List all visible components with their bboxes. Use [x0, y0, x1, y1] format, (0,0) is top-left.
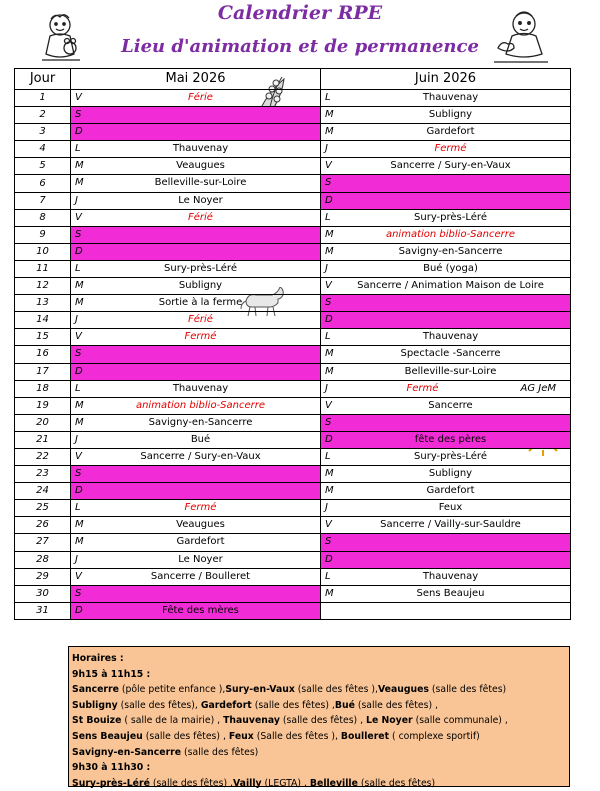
- june-cell: [321, 329, 571, 346]
- may-cell: [71, 260, 321, 277]
- location-venue: (salle des fêtes): [181, 746, 259, 758]
- may-cell: [71, 568, 321, 585]
- event-text: Gardefort: [426, 126, 475, 138]
- weekday-letter: S: [325, 177, 332, 189]
- baby-with-duck-icon: [492, 8, 552, 68]
- weekday-letter: V: [75, 92, 82, 103]
- day-number: 15: [15, 329, 71, 346]
- weekday-letter: L: [325, 570, 331, 582]
- may-cell: [71, 346, 321, 363]
- weekday-letter: S: [75, 228, 82, 240]
- event-text: Sancerre / Animation Maison de Loire: [357, 280, 544, 292]
- event-text: Feux: [438, 502, 463, 514]
- location-venue: (Salle des fêtes ),: [253, 730, 341, 742]
- may-cell: [71, 380, 321, 397]
- june-cell: [321, 448, 571, 465]
- calendar-row: [15, 534, 571, 551]
- day-number: 5: [15, 158, 71, 175]
- june-cell: [321, 158, 571, 175]
- location-venue: ( complexe sportif): [389, 730, 480, 742]
- calendar-row: [15, 107, 571, 124]
- event-text: Fermé: [184, 331, 217, 343]
- calendar-row: [15, 295, 571, 312]
- day-number: 23: [15, 466, 71, 483]
- event-text: Fermé: [184, 502, 217, 514]
- may-cell: [71, 90, 321, 107]
- weekday-letter: M: [325, 365, 334, 377]
- day-number: 3: [15, 124, 71, 141]
- event-text: Sancerre / Boulleret: [150, 570, 251, 582]
- may-cell: [71, 483, 321, 500]
- day-number: 17: [15, 363, 71, 380]
- may-cell: [71, 312, 321, 329]
- calendar-row: [15, 500, 571, 517]
- may-cell: [71, 363, 321, 380]
- calendar-row: [15, 431, 571, 448]
- location-venue: (salle des fêtes) ,: [149, 777, 233, 789]
- weekday-letter: S: [325, 536, 332, 548]
- calendar-row: [15, 226, 571, 243]
- day-number: 10: [15, 243, 71, 260]
- june-cell: [321, 192, 571, 209]
- event-text: Belleville-sur-Loire: [404, 365, 497, 377]
- weekday-letter: M: [75, 177, 84, 189]
- calendar-row: [15, 346, 571, 363]
- calendar-row: [15, 363, 571, 380]
- weekday-letter: L: [325, 211, 331, 223]
- location-name: Savigny-en-Sancerre: [72, 746, 182, 758]
- hours-slot-1: 9h15 à 11h15 :: [72, 668, 151, 680]
- weekday-letter: J: [75, 314, 78, 326]
- event-text: Subligny: [178, 280, 223, 292]
- event-text: Spectacle -Sancerre: [400, 348, 501, 360]
- june-cell: [321, 141, 571, 158]
- calendar-row: [15, 602, 571, 619]
- event-text: Gardefort: [176, 536, 225, 548]
- may-cell: [71, 431, 321, 448]
- day-number: 12: [15, 278, 71, 295]
- weekday-letter: J: [325, 382, 328, 394]
- baby-with-teddy-icon: [40, 10, 82, 66]
- event-text: Le Noyer: [178, 194, 223, 206]
- location-name: Boulleret: [340, 730, 390, 742]
- day-number: 8: [15, 209, 71, 226]
- hours-slot-2-locations: [72, 776, 565, 791]
- june-cell: [321, 431, 571, 448]
- calendar-table: [14, 68, 571, 620]
- location-name: Sury-en-Vaux: [225, 684, 295, 696]
- june-cell: [321, 363, 571, 380]
- location-name: Bué: [334, 699, 355, 711]
- june-cell: [321, 517, 571, 534]
- location-venue: (salle des fêtes) ,: [142, 730, 229, 742]
- location-venue: (salle des fêtes),: [117, 699, 201, 711]
- hours-slot-2: 9h30 à 11h30 :: [72, 762, 151, 774]
- weekday-letter: V: [325, 399, 332, 411]
- weekday-letter: J: [75, 553, 78, 565]
- weekday-letter: D: [75, 485, 83, 497]
- event-text: Subligny: [428, 109, 473, 121]
- weekday-letter: D: [325, 314, 333, 326]
- weekday-letter: M: [325, 485, 334, 497]
- june-cell: [321, 534, 571, 551]
- may-cell: [71, 295, 321, 312]
- event-text: Thauvenay: [172, 143, 229, 155]
- event-text: Thauvenay: [172, 382, 229, 394]
- event-text: Férié: [188, 314, 213, 326]
- weekday-letter: L: [75, 143, 81, 155]
- location-name: Thauvenay: [223, 715, 280, 727]
- page-title: Calendrier RPE: [217, 2, 383, 24]
- page-subtitle: Lieu d'animation et de permanence: [121, 36, 479, 57]
- weekday-letter: S: [325, 416, 332, 428]
- weekday-letter: J: [325, 262, 328, 274]
- event-text: Thauvenay: [422, 570, 479, 582]
- calendar-row: [15, 517, 571, 534]
- location-name: Subligny: [72, 699, 118, 711]
- location-name: Sens Beaujeu: [72, 730, 143, 742]
- weekday-letter: D: [75, 126, 83, 138]
- weekday-letter: J: [75, 194, 78, 206]
- calendar-row: [15, 192, 571, 209]
- event-text: Bué (yoga): [423, 262, 478, 274]
- event-text: Belleville-sur-Loire: [154, 177, 247, 189]
- june-cell: [321, 414, 571, 431]
- event-text: Fête des mères: [162, 604, 239, 616]
- june-cell: [321, 278, 571, 295]
- event-text: animation biblio-Sancerre: [135, 399, 266, 411]
- june-cell: [321, 466, 571, 483]
- calendar-row: [15, 568, 571, 585]
- june-cell: [321, 175, 571, 192]
- hours-line: [72, 776, 565, 791]
- event-text: Sancerre / Vailly-sur-Sauldre: [380, 519, 521, 531]
- may-cell: [71, 585, 321, 602]
- may-cell: [71, 551, 321, 568]
- weekday-letter: M: [325, 587, 334, 599]
- weekday-letter: J: [75, 433, 78, 445]
- event-text: Le Noyer: [178, 553, 223, 565]
- weekday-letter: V: [325, 280, 332, 292]
- event-text: Veaugues: [176, 519, 225, 531]
- day-number: 24: [15, 483, 71, 500]
- weekday-letter: V: [75, 331, 82, 343]
- june-cell: [321, 602, 571, 619]
- june-cell: [321, 226, 571, 243]
- weekday-letter: M: [75, 160, 84, 172]
- weekday-letter: L: [325, 331, 331, 343]
- may-cell: [71, 226, 321, 243]
- may-cell: [71, 534, 321, 551]
- calendar-row: [15, 414, 571, 431]
- weekday-letter: L: [75, 262, 81, 274]
- event-text: Sury-près-Léré: [414, 211, 487, 223]
- location-venue: (salle des fêtes): [357, 777, 436, 789]
- day-number: 19: [15, 397, 71, 414]
- location-venue: (salle des fêtes) ,: [279, 715, 367, 727]
- calendar-row: [15, 585, 571, 602]
- weekday-letter: D: [75, 245, 83, 257]
- weekday-letter: S: [325, 297, 332, 309]
- weekday-letter: J: [325, 143, 328, 155]
- calendar-header-row: [15, 69, 571, 90]
- weekday-letter: D: [75, 365, 83, 377]
- location-venue: (salle des fêtes): [428, 684, 507, 696]
- weekday-letter: V: [325, 519, 332, 531]
- hours-line: [72, 682, 565, 698]
- calendar-row: [15, 90, 571, 107]
- weekday-letter: S: [75, 468, 82, 480]
- hours-line: [72, 713, 565, 729]
- event-text: Veaugues: [176, 160, 225, 172]
- day-number: 13: [15, 295, 71, 312]
- may-cell: [71, 602, 321, 619]
- june-cell: [321, 124, 571, 141]
- opening-hours-box: [68, 646, 570, 787]
- event-text: Fermé: [406, 382, 439, 394]
- event-text: Sury-près-Léré: [414, 450, 487, 462]
- event-text: Thauvenay: [422, 331, 479, 343]
- june-cell: [321, 346, 571, 363]
- may-cell: [71, 278, 321, 295]
- may-column-header: Mai 2026: [71, 69, 321, 90]
- may-cell: [71, 500, 321, 517]
- june-cell: [321, 312, 571, 329]
- event-text: Férié: [188, 211, 213, 223]
- weekday-letter: D: [325, 194, 333, 206]
- day-number: 4: [15, 141, 71, 158]
- day-number: 28: [15, 551, 71, 568]
- may-cell: [71, 107, 321, 124]
- location-venue: ( salle de la mairie) ,: [121, 715, 224, 727]
- event-text: Savigny-en-Sancerre: [148, 416, 253, 428]
- may-cell: [71, 192, 321, 209]
- june-cell: [321, 90, 571, 107]
- day-number: 25: [15, 500, 71, 517]
- may-cell: [71, 175, 321, 192]
- location-venue: (salle des fêtes) ,: [354, 699, 438, 711]
- may-cell: [71, 397, 321, 414]
- may-cell: [71, 448, 321, 465]
- day-number: 1: [15, 90, 71, 107]
- june-cell: [321, 209, 571, 226]
- hours-line: [72, 698, 565, 714]
- calendar-row: [15, 141, 571, 158]
- event-text: Bué: [190, 433, 211, 445]
- weekday-letter: D: [325, 553, 333, 565]
- weekday-letter: L: [75, 502, 81, 514]
- hours-heading: Horaires :: [72, 653, 124, 664]
- calendar-row: [15, 209, 571, 226]
- weekday-letter: M: [75, 536, 84, 548]
- calendar-row: [15, 312, 571, 329]
- may-cell: [71, 329, 321, 346]
- weekday-letter: M: [75, 519, 84, 531]
- weekday-letter: S: [75, 587, 82, 599]
- june-cell: [321, 585, 571, 602]
- day-number: 7: [15, 192, 71, 209]
- calendar-row: [15, 380, 571, 397]
- event-text: Gardefort: [426, 485, 475, 497]
- june-cell: [321, 483, 571, 500]
- weekday-letter: M: [325, 348, 334, 360]
- weekday-letter: M: [325, 468, 334, 480]
- location-name: St Bouize: [72, 715, 122, 727]
- day-number: 20: [15, 414, 71, 431]
- location-venue: (LEGTA) ,: [261, 777, 310, 789]
- event-text: Sancerre / Sury-en-Vaux: [390, 160, 511, 172]
- day-number: 27: [15, 534, 71, 551]
- weekday-letter: V: [325, 160, 332, 172]
- event-text: animation biblio-Sancerre: [385, 228, 516, 240]
- may-cell: [71, 243, 321, 260]
- hours-slot-1-locations: [72, 682, 565, 760]
- event-text: Sortie à la ferme: [158, 297, 243, 309]
- location-name: Veaugues: [377, 684, 429, 696]
- weekday-letter: L: [325, 92, 331, 103]
- day-number: 30: [15, 585, 71, 602]
- weekday-letter: M: [75, 280, 84, 292]
- weekday-letter: D: [75, 604, 83, 616]
- weekday-letter: M: [75, 297, 84, 309]
- weekday-letter: V: [75, 450, 82, 462]
- calendar-row: [15, 260, 571, 277]
- weekday-letter: S: [75, 348, 82, 360]
- location-venue: (pôle petite enfance ),: [118, 684, 226, 696]
- weekday-letter: J: [325, 502, 328, 514]
- weekday-letter: M: [325, 126, 334, 138]
- location-name: Vailly: [233, 777, 262, 789]
- event-text: Sancerre: [428, 399, 473, 411]
- weekday-letter: L: [75, 382, 81, 394]
- may-cell: [71, 466, 321, 483]
- event-text: fête des pères: [414, 433, 487, 445]
- calendar-row: [15, 551, 571, 568]
- day-number: 16: [15, 346, 71, 363]
- location-name: Sury-près-Léré: [72, 777, 150, 789]
- calendar-row: [15, 397, 571, 414]
- june-cell: [321, 243, 571, 260]
- day-number: 14: [15, 312, 71, 329]
- location-name: Sancerre: [72, 684, 119, 696]
- calendar-row: [15, 243, 571, 260]
- event-text: Subligny: [428, 468, 473, 480]
- day-number: 31: [15, 602, 71, 619]
- hours-line: [72, 745, 565, 761]
- weekday-letter: M: [75, 416, 84, 428]
- june-cell: [321, 500, 571, 517]
- may-cell: [71, 414, 321, 431]
- calendar-row: [15, 124, 571, 141]
- weekday-letter: D: [325, 433, 333, 445]
- day-number: 21: [15, 431, 71, 448]
- location-name: Belleville: [309, 777, 358, 789]
- may-cell: [71, 141, 321, 158]
- june-cell: [321, 295, 571, 312]
- day-number: 22: [15, 448, 71, 465]
- calendar-row: [15, 329, 571, 346]
- may-cell: [71, 209, 321, 226]
- calendar-row: [15, 175, 571, 192]
- may-cell: [71, 124, 321, 141]
- weekday-letter: L: [325, 450, 331, 462]
- weekday-letter: V: [75, 211, 82, 223]
- calendar-row: [15, 466, 571, 483]
- june-cell: [321, 380, 571, 397]
- weekday-letter: S: [75, 109, 82, 121]
- day-number: 11: [15, 260, 71, 277]
- day-number: 6: [15, 175, 71, 192]
- weekday-letter: V: [75, 570, 82, 582]
- location-name: Gardefort: [200, 699, 252, 711]
- day-number: 26: [15, 517, 71, 534]
- june-cell: [321, 107, 571, 124]
- calendar-row: [15, 278, 571, 295]
- day-number: 9: [15, 226, 71, 243]
- location-venue: (salle des fêtes ),: [294, 684, 378, 696]
- day-number: 29: [15, 568, 71, 585]
- location-venue: (salle communale) ,: [412, 715, 508, 727]
- event-text: Savigny-en-Sancerre: [398, 245, 503, 257]
- event-note: AG JeM: [520, 382, 556, 394]
- weekday-letter: M: [325, 109, 334, 121]
- weekday-letter: M: [325, 228, 334, 240]
- june-cell: [321, 260, 571, 277]
- event-text: Sens Beaujeu: [416, 587, 485, 599]
- day-number: 18: [15, 380, 71, 397]
- may-cell: [71, 158, 321, 175]
- june-cell: [321, 568, 571, 585]
- event-text: Thauvenay: [422, 92, 479, 103]
- event-text: Fermé: [434, 143, 467, 155]
- may-cell: [71, 517, 321, 534]
- june-cell: [321, 551, 571, 568]
- calendar-row: [15, 448, 571, 465]
- day-number: 2: [15, 107, 71, 124]
- event-text: Sury-près-Léré: [164, 262, 237, 274]
- hours-line: [72, 729, 565, 745]
- event-text: Sancerre / Sury-en-Vaux: [140, 450, 261, 462]
- weekday-letter: M: [75, 399, 84, 411]
- june-cell: [321, 397, 571, 414]
- calendar-row: [15, 483, 571, 500]
- calendar-row: [15, 158, 571, 175]
- location-venue: (salle des fêtes) ,: [251, 699, 335, 711]
- location-name: Le Noyer: [366, 715, 413, 727]
- day-column-header: Jour: [15, 69, 71, 90]
- location-name: Feux: [228, 730, 254, 742]
- event-text: Férie: [188, 92, 213, 103]
- weekday-letter: M: [325, 245, 334, 257]
- june-column-header: Juin 2026: [321, 69, 571, 90]
